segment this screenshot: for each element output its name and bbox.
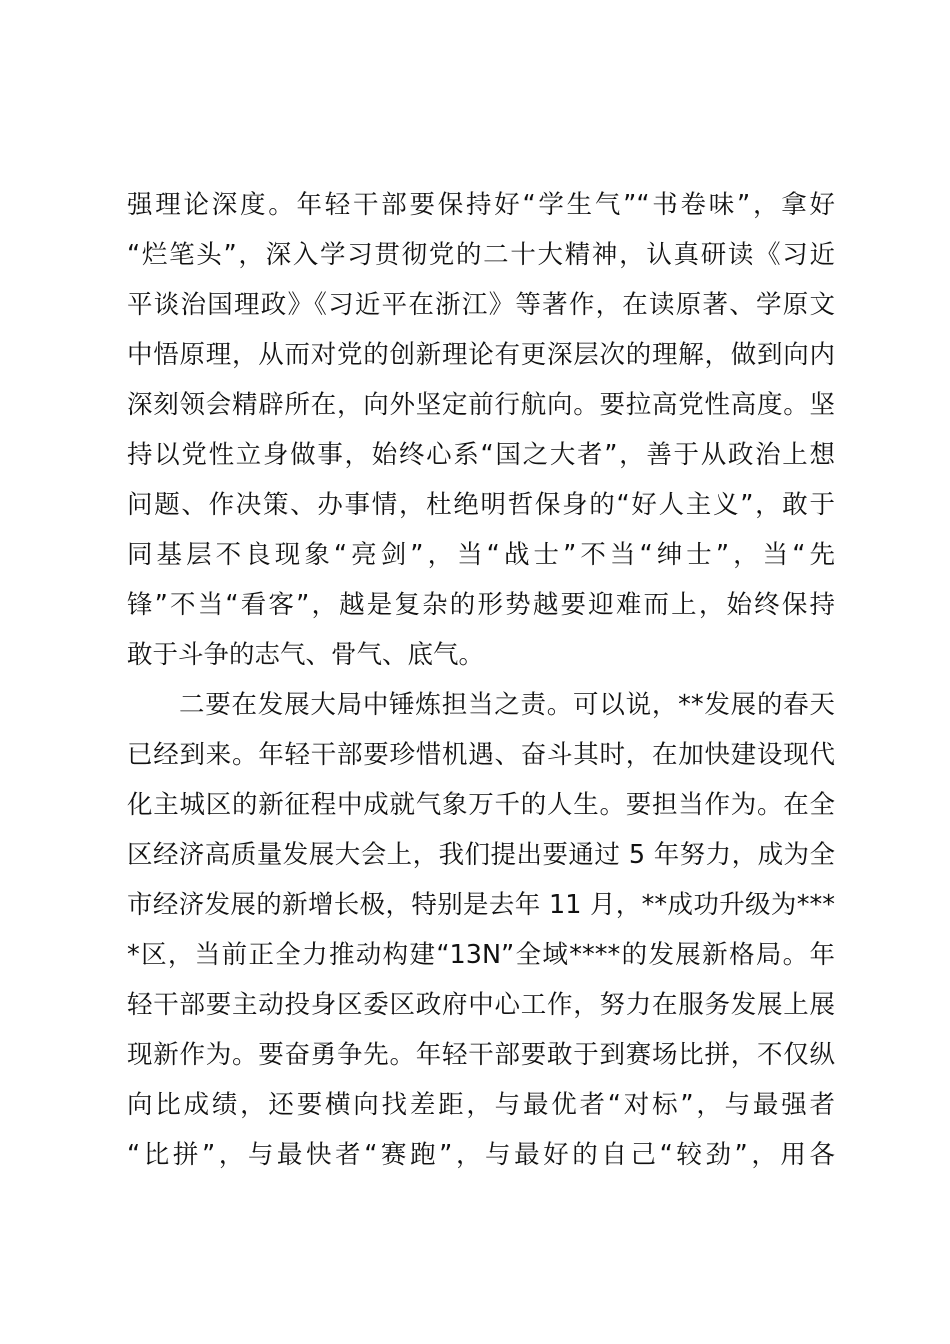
text-line-9: 锋”不当“看客”，越是复杂的形势越要迎难而上，始终保持 [127,590,835,620]
text-line-3: 平谈治国理政》《习近平在浙江》等著作，在读原著、学原文 [127,290,835,320]
text-line-7: 问题、作决策、办事情，杜绝明哲保身的“好人主义”，敢于 [127,490,835,520]
text-line-2: “烂笔头”，深入学习贯彻党的二十大精神，认真研读《习近 [127,240,835,270]
text-line-20: “比拼”，与最快者“赛跑”，与最好的自己“较劲”，用各 [127,1140,835,1170]
text-line-17: 轻干部要主动投身区委区政府中心工作，努力在服务发展上展 [127,990,835,1020]
text-line-6: 持以党性立身做事，始终心系“国之大者”，善于从政治上想 [127,440,835,470]
text-line-4: 中悟原理，从而对党的创新理论有更深层次的理解，做到向内 [127,340,835,370]
body-text [127,180,835,1180]
text-line-18: 现新作为。要奋勇争先。年轻干部要敢于到赛场比拼，不仅纵 [127,1040,835,1070]
text-line-13: 化主城区的新征程中成就气象万千的人生。要担当作为。在全 [127,790,835,820]
text-line-15: 市经济发展的新增长极，特别是去年 11 月，**成功升级为*** [127,890,835,920]
text-line-14: 区经济高质量发展大会上，我们提出要通过 5 年努力，成为全 [127,840,835,870]
text-line-19: 向比成绩，还要横向找差距，与最优者“对标”，与最强者 [127,1090,835,1120]
text-line-5: 深刻领会精辟所在，向外坚定前行航向。要拉高党性高度。坚 [127,390,835,420]
text-line-10: 敢于斗争的志气、骨气、底气。 [127,640,485,670]
text-line-16: *区，当前正全力推动构建“13N”全域****的发展新格局。年 [127,940,835,970]
text-line-11: 二要在发展大局中锤炼担当之责。可以说，**发展的春天 [179,690,835,720]
text-line-12: 已经到来。年轻干部要珍惜机遇、奋斗其时，在加快建设现代 [127,740,835,770]
text-line-8: 同基层不良现象“亮剑”，当“战士”不当“绅士”，当“先 [127,540,835,570]
text-line-1: 强理论深度。年轻干部要保持好“学生气”“书卷味”，拿好 [127,190,835,220]
